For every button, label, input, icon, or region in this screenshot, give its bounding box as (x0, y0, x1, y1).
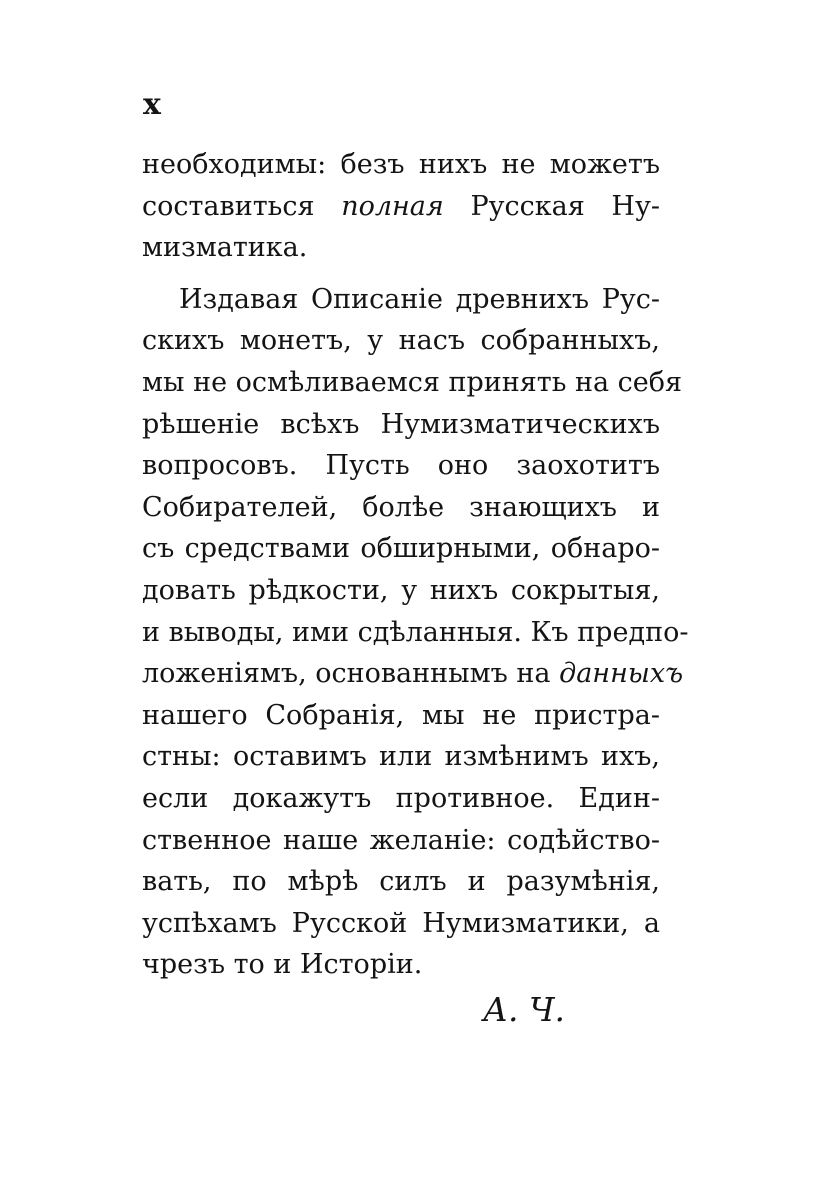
paragraph-gap (142, 269, 660, 279)
text-span: Русская Ну- (443, 190, 660, 222)
text-line: и выводы, ими сдѣланныя. Къ предпо- (142, 616, 689, 648)
text-line (142, 186, 660, 228)
text-line (142, 653, 684, 695)
text-line: довать рѣдкости, у нихъ сокрытыя, (142, 574, 660, 606)
text-line: вать, по мѣрѣ силъ и разумѣнія, (142, 866, 660, 898)
text-line: успѣхамъ Русской Нумизматики, а (142, 907, 660, 939)
text-line: скихъ монетъ, у насъ собранныхъ, (142, 325, 660, 357)
text-line: ственное наше желаніе: содѣйство- (142, 824, 660, 856)
text-line: если докажутъ противное. Един- (142, 782, 660, 814)
text-line: Собирателей, болѣе знающихъ и (142, 491, 660, 523)
italic-emphasis: полная (341, 190, 444, 222)
italic-emphasis: данныхъ (559, 658, 684, 690)
text-line: Издавая Описаніе древнихъ Рус- (179, 283, 660, 315)
text-line: вопросовъ. Пусть оно заохотитъ (142, 450, 660, 482)
text-span: ложеніямъ, основаннымъ на (142, 658, 560, 690)
text-line: стны: оставимъ или измѣнимъ ихъ, (142, 741, 660, 773)
text-line: мизматика. (142, 232, 308, 264)
text-line: чрезъ то и Исторіи. (142, 949, 423, 981)
text-line: необходимы: безъ нихъ не можетъ (142, 149, 660, 180)
text-line: рѣшеніе всѣхъ Нумизматическихъ (142, 408, 660, 440)
text-line: нашего Собранія, мы не пристра- (142, 699, 660, 731)
body-text (142, 144, 689, 986)
text-line: съ средствами обширными, обнаро- (142, 533, 660, 565)
page-number: x (143, 87, 161, 122)
paragraph-1 (142, 144, 660, 269)
paragraph-2 (142, 279, 689, 986)
author-initials-signature: А. Ч. (483, 990, 565, 1029)
text-line: мы не осмѣливаемся принять на себя (142, 366, 683, 398)
text-span: составиться (142, 190, 342, 222)
